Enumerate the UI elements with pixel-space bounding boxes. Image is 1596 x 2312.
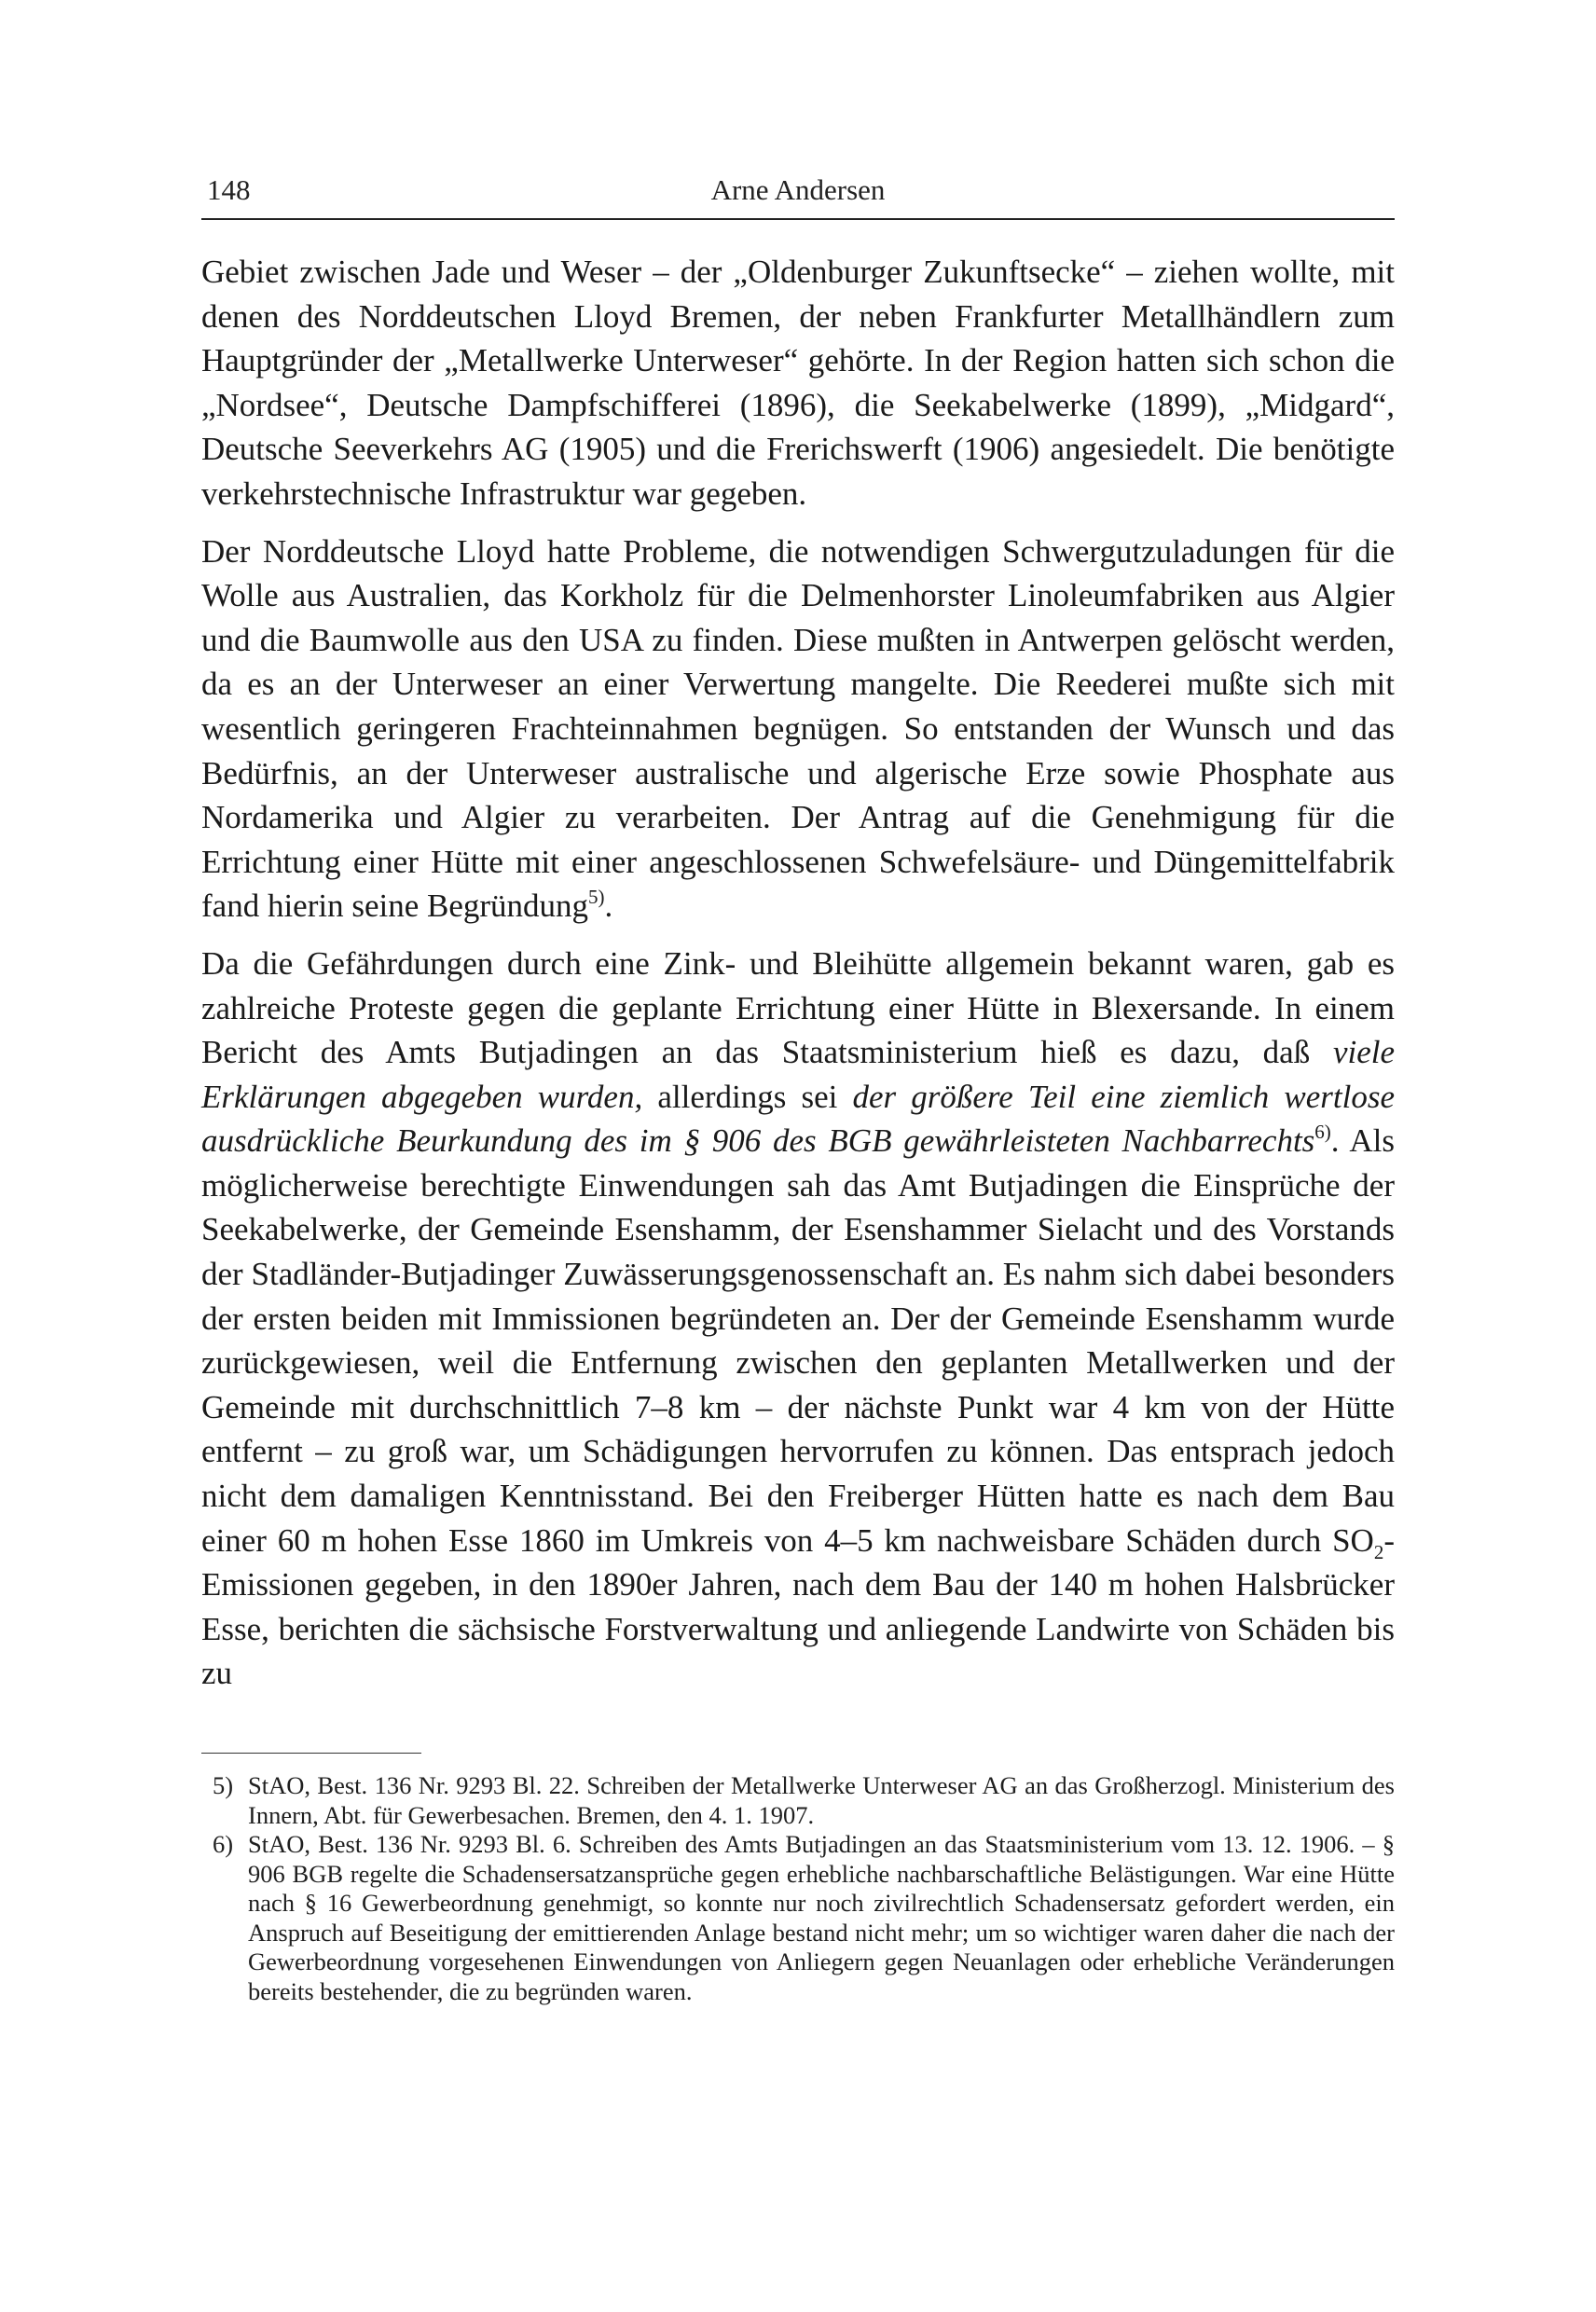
footnote-mark: 5) bbox=[213, 1771, 234, 1799]
running-head-author: Arne Andersen bbox=[710, 173, 886, 206]
text-run: Da die Gefährdungen durch eine Zink- und Bleihütte allgemein bekannt waren, gab es zahlreiche Proteste gegen die geplante Errichtung einer Hütte in Blexersande. In einem Bericht des Amts Butjadingen an das Staatsministerium hieß es dazu, daß bbox=[201, 944, 1395, 1071]
footnote-6 bbox=[201, 1830, 1395, 2006]
italic-quote: der größere Teil eine ziemlich wertlose ausdrückliche Beurkundung des im § 906 des BGB gewährleisteten Nachbarrechts bbox=[201, 1078, 1395, 1160]
footnote-ref-5: 5) bbox=[588, 885, 605, 908]
paragraph-3 bbox=[201, 942, 1395, 1696]
subscript-2: 2 bbox=[1373, 1540, 1384, 1563]
footnote-text: StAO, Best. 136 Nr. 9293 Bl. 22. Schreiben der Metallwerke Unterweser AG an das Großherzogl. Ministerium des Innern, Abt. für Gewerbesachen. Bremen, den 4. 1. 1907. bbox=[248, 1771, 1395, 1829]
running-header bbox=[201, 170, 1395, 220]
footnote-separator bbox=[201, 1753, 421, 1754]
footnote-5 bbox=[201, 1771, 1395, 1830]
italic-quote: viele Erklärungen abgegeben wurden, bbox=[201, 1034, 1395, 1115]
text-run: Gebiet zwischen Jade und Weser – der „Oldenburger Zukunftsecke“ – ziehen wollte, mit denen des Norddeutschen Lloyd Bremen, der neben Frankfurter Metallhändlern zum Hauptgründer der „Metallwerke Unterweser“ gehörte. In der Region hatten sich schon die „Nordsee“, Deutsche Dampfschifferei (1896), die Seekabelwerke (1899), „Midgard“, Deutsche Seeverkehrs AG (1905) und die Frerichswerft (1906) angesiedelt. Die benötigte verkehrstechnische Infrastruktur war gegeben. bbox=[201, 254, 1395, 512]
text-run: Der Norddeutsche Lloyd hatte Probleme, die notwendigen Schwergutzuladungen für die Wolle aus Australien, das Korkholz für die Delmenhorster Linoleumfabriken aus Algier und die Baumwolle aus den USA zu finden. Diese mußten in Antwerpen gelöscht werden, da es an der Unterweser an einer Verwertung mangelte. Die Reederei mußte sich mit wesentlich geringeren Frachteinnahmen begnügen. So entstanden der Wunsch und das Bedürfnis, an der Unterweser australische und algerische Erze sowie Phosphate aus Nordamerika und Algier zu verarbeiten. Der Antrag auf die Genehmigung für die Errichtung einer Hütte mit einer angeschlossenen Schwefelsäure- und Düngemittelfabrik fand hierin seine Begründung bbox=[201, 532, 1395, 925]
text-run: . bbox=[604, 888, 613, 925]
paragraph-2 bbox=[201, 530, 1395, 929]
footnote-mark: 6) bbox=[213, 1830, 234, 1858]
body-text bbox=[201, 250, 1395, 1696]
paragraph-1 bbox=[201, 250, 1395, 516]
page-number: 148 bbox=[207, 173, 251, 206]
footnote-text: StAO, Best. 136 Nr. 9293 Bl. 6. Schreiben des Amts Butjadingen an das Staatsministerium vom 13. 12. 1906. – § 906 BGB regelte die Schadensersatzansprüche gegen erhebliche nachbarschaftliche Belästigungen. War eine Hütte nach § 16 Gewerbeordnung genehmigt, so konnte nur noch zivilrechtlich Schadensersatz gefordert werden, ein Anspruch auf Beseitigung der emittierenden Anlage bestand nicht mehr; um so wichtiger waren daher die nach der Gewerbeordnung vorgesehenen Einwendungen von Anliegern gegen Neuanlagen oder erhebliche Veränderungen bereits bestehender, die zu begründen waren. bbox=[248, 1830, 1395, 2005]
text-run: -Emissionen gegeben, in den 1890er Jahren, nach dem Bau der 140 m hohen Halsbrücker Esse, berichten die sächsische Forstverwaltung und anliegende Landwirte von Schäden bis zu bbox=[201, 1521, 1395, 1692]
text-run: . Als möglicherweise berechtigte Einwendungen sah das Amt Butjadingen die Einsprüche der Seekabelwerke, der Gemeinde Esenshamm, der Esenshammer Sielacht und des Vorstands der Stadländer-Butjadinger Zuwässerungsgenossenschaft an. Es nahm sich dabei besonders der ersten beiden mit Immissionen begründeten an. Der der Gemeinde Esenshamm wurde zurückgewiesen, weil die Entfernung zwischen den geplanten Metallwerken und der Gemeinde mit durchschnittlich 7–8 km – der nächste Punkt war 4 km von der Hütte entfernt – zu groß war, um Schädigungen hervorrufen zu können. Das entsprach jedoch nicht dem damaligen Kenntnisstand. Bei den Freiberger Hütten hatte es nach dem Bau einer 60 m hohen Esse 1860 im Umkreis von 4–5 km nachweisbare Schäden durch SO bbox=[201, 1122, 1395, 1559]
footnote-ref-6: 6) bbox=[1314, 1120, 1331, 1143]
footnotes bbox=[201, 1771, 1395, 2006]
text-run: allerdings sei bbox=[642, 1078, 853, 1115]
